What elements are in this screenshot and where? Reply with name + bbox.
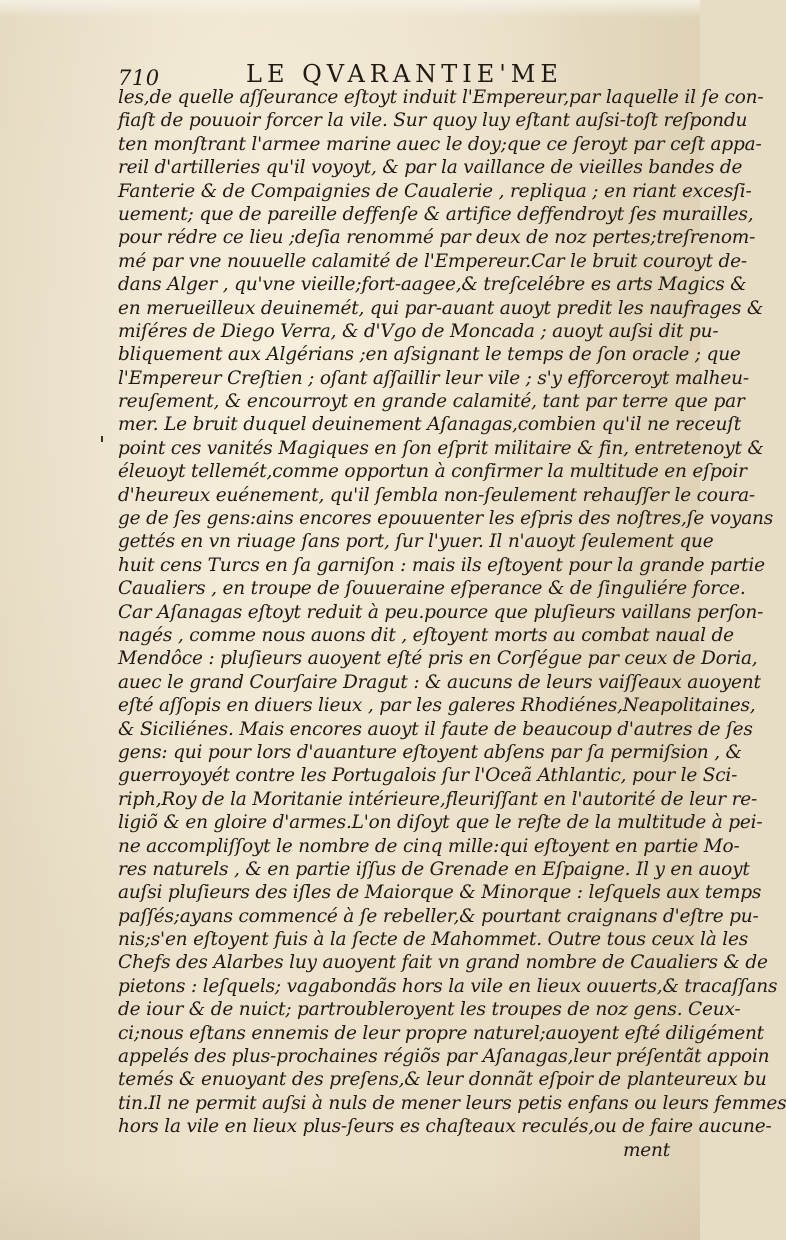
text-line: en merueilleux deuinemét, qui par-auant auoyt predit les naufrages & (118, 297, 764, 319)
text-line: uement; que de pareille deffenſe & artifice deffendroyt ſes murailles, (118, 203, 754, 225)
text-line: auec le grand Courſaire Dragut : & aucuns de leurs vaiſſeaux auoyent (118, 671, 761, 693)
text-line: Car Aſanagas eſtoyt reduit à peu.pource que pluſieurs vaillans perſon- (118, 601, 764, 623)
text-line: bliquement aux Algérians ;en aſsignant le temps de ſon oracle ; que (118, 344, 741, 366)
text-line: hors la vile en lieux plus-ſeurs es chaſteaux reculés,ou de faire aucune- (118, 1116, 772, 1138)
text-line: & Siciliénes. Mais encores auoyt il faute de beaucoup d'autres de ſes (118, 718, 753, 740)
text-line: miſéres de Diego Verra, & d'Vgo de Moncada ; auoyt auſsi dit pu- (118, 320, 719, 342)
text-line: ten monſtrant l'armee marine auec le doy;que ce ſeroyt par ceſt appa- (118, 133, 762, 155)
text-line: Chefs des Alarbes luy auoyent fait vn grand nombre de Caualiers & de (118, 952, 768, 974)
text-line: gettés en vn riuage ſans port, ſur l'yuer. Il n'auoyt ſeulement que (118, 531, 714, 553)
text-line: fiaſt de pouuoir forcer la vile. Sur quoy luy eſtant auſsi-toſt reſpondu (118, 110, 748, 132)
text-line: point ces vanités Magiques en ſon eſprit militaire & fin, entretenoyt & (118, 437, 764, 459)
text-line: riph,Roy de la Moritanie intérieure,fleuriſſant en l'autorité de leur re- (118, 788, 758, 810)
text-line: pietons : leſquels; vagabondãs hors la vile en lieux ouuerts,& tracaſſans (118, 975, 778, 997)
text-line: temés & enuoyant des preſens,& leur donnãt eſpoir de planteureux bu (118, 1069, 767, 1091)
page-top-edge (0, 0, 700, 18)
text-line: éleuoyt tellemét,comme opportun à confirmer la multitude en eſpoir (118, 461, 747, 483)
text-line: reil d'artilleries qu'il voyoyt, & par la vaillance de vieilles bandes de (118, 157, 743, 179)
text-line: dans Alger , qu'vne vieille;fort-aagee,& treſcelébre es arts Magics & (118, 274, 747, 296)
page-bottom-shade (0, 1170, 700, 1240)
body-text (118, 86, 786, 1162)
text-line: d'heureux euénement, qu'il ſembla non-ſeulement rehauſſer le coura- (118, 484, 755, 506)
text-line: ligiõ & en gloire d'armes.L'on diſoyt que le reſte de la multitude à pei- (118, 812, 763, 834)
running-head: LE QVARANTIE'ME (246, 60, 563, 88)
text-line: nagés , comme nous auons dit , eſtoyent morts au combat naual de (118, 624, 734, 646)
text-line: appelés des plus-prochaines régiõs par Aſanagas,leur préſentãt appoin (118, 1046, 770, 1068)
text-line: nis;s'en eſtoyent fuis à la ſecte de Mahommet. Outre tous ceux là les (118, 929, 748, 951)
catchword: ment (622, 1139, 670, 1161)
text-line: mer. Le bruit duquel deuinement Aſanagas,combien qu'il ne receuſt (118, 414, 742, 436)
text-line: Fanterie & de Compaignies de Caualerie , repliqua ; en riant excesſi- (118, 180, 752, 202)
page-number: 710 (118, 66, 160, 90)
text-line: huit cens Turcs en ſa garniſon : mais ils eſtoyent pour la grande partie (118, 554, 765, 576)
text-line: l'Empereur Creſtien ; oſant aſſaillir leur vile ; s'y efforceroyt malheu- (118, 367, 749, 389)
text-line: tin.Il ne permit auſsi à nuls de mener leurs petis enfans ou leurs femmes (118, 1092, 786, 1114)
text-line: paſſés;ayans commencé à ſe rebeller,& pourtant craignans d'eſtre pu- (118, 905, 759, 927)
text-line: les,de quelle aſſeurance eſtoyt induit l'Empereur,par laquelle il ſe con- (118, 87, 764, 108)
text-line: gens: qui pour lors d'auanture eſtoyent abſens par ſa permiſsion , & (118, 741, 742, 763)
text-line: ci;nous eſtans ennemis de leur propre naturel;auoyent eſté diligément (118, 1022, 764, 1044)
text-line: de iour & de nuict; partroubleroyent les troupes de noz gens. Ceux- (118, 999, 741, 1021)
text-line: ne accompliſſoyt le nombre de cinq mille:qui eſtoyent en partie Mo- (118, 835, 740, 857)
text-line: guerroyoyét contre les Portugalois ſur l'Oceã Athlantic, pour le Sci- (118, 765, 738, 787)
margin-mark (101, 436, 103, 442)
text-line: Caualiers , en troupe de ſouueraine eſperance & de ſinguliére force. (118, 578, 746, 600)
text-line: mé par vne nouuelle calamité de l'Empereur.Car le bruit couroyt de- (118, 250, 747, 272)
text-line: ge de ſes gens:ains encores epouuenter les eſpris des noſtres,ſe voyans (118, 508, 774, 530)
text-line: auſsi pluſieurs des iſles de Maiorque & Minorque : leſquels aux temps (118, 882, 762, 904)
text-line: eſté aſſopis en diuers lieux , par les galeres Rhodiénes,Neapolitaines, (118, 695, 756, 717)
text-line: reuſement, & encourroyt en grande calamité, tant par terre que par (118, 391, 745, 413)
text-line: res naturels , & en partie iſſus de Grenade en Eſpaigne. Il y en auoyt (118, 858, 750, 880)
text-line: Mendôce : pluſieurs auoyent eſté pris en Corſégue par ceux de Doria, (118, 648, 758, 670)
text-line: pour rédre ce lieu ;deſia renommé par deux de noz pertes;treſrenom- (118, 227, 756, 249)
